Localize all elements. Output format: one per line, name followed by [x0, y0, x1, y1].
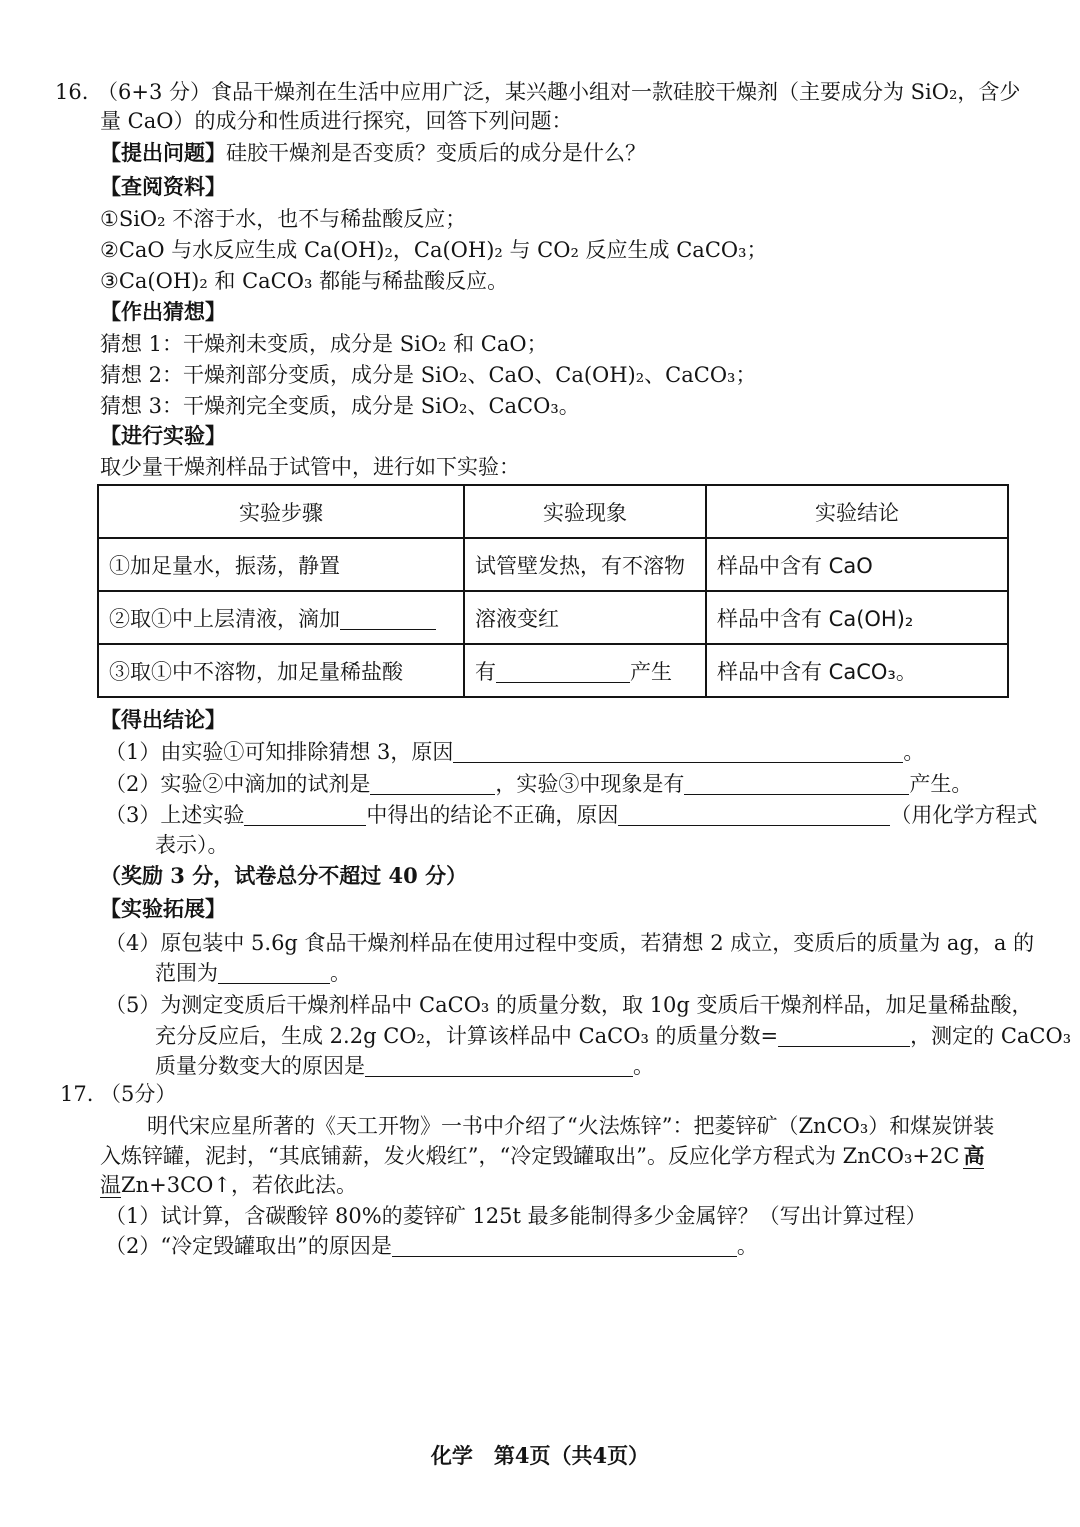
phenomenon-pre: 有: [475, 659, 496, 684]
q17-score: （5分）: [100, 1082, 177, 1106]
q17-paragraph-3: [100, 1171, 357, 1199]
phenomenon-post: 产生: [630, 659, 672, 684]
s2-text: （2）“冷定毁罐取出”的原因是: [105, 1234, 392, 1258]
e4-line1: （4）原包装中 5.6g 食品干燥剂样品在使用过程中变质，若猜想 2 成立，变质后的质量为 ag，a 的: [105, 931, 1035, 955]
hypothesis-item: 猜想 2：干燥剂部分变质，成分是 SiO₂、CaO、Ca(OH)₂、CaCO₃；: [100, 363, 757, 387]
answer-blank[interactable]: [218, 961, 330, 984]
q17-paragraph-2: [100, 1142, 984, 1170]
table-cell-step: ③取①中不溶物，加足量稀盐酸: [98, 644, 464, 697]
c3-mid: 中得出的结论不正确，原因: [366, 803, 619, 827]
table-row: [98, 538, 1008, 591]
table-cell-step: ①加足量水，振荡，静置: [98, 538, 464, 591]
c3-line2: 表示）。: [155, 833, 229, 857]
table-cell-step: [98, 591, 464, 644]
e5-end: ，测定的 CaCO₃: [910, 1024, 1072, 1048]
table-header: 实验步骤: [98, 485, 464, 538]
table-row: [98, 591, 1008, 644]
extension-heading: 【实验拓展】: [100, 896, 226, 921]
q16-intro-line2: 量 CaO）的成分和性质进行探究，回答下列问题：: [100, 109, 573, 133]
bonus-note: （奖励 3 分，试卷总分不超过 40 分）: [100, 863, 468, 888]
material-item: ③Ca(OH)₂ 和 CaCO₃ 都能与稀盐酸反应。: [100, 269, 509, 293]
answer-blank[interactable]: [392, 1234, 737, 1257]
e4-line2: [155, 959, 351, 987]
table-cell-phenomenon: 试管壁发热，有不溶物: [464, 538, 706, 591]
c2-text: （2）实验②中滴加的试剂是: [105, 772, 371, 796]
answer-blank[interactable]: [370, 772, 495, 795]
reaction-condition-top: 高: [963, 1143, 985, 1168]
c1-text: （1）由实验①可知排除猜想 3，原因: [105, 740, 454, 764]
q17-sub1: （1）试计算，含碳酸锌 80%的菱锌矿 125t 最多能制得多少金属锌？（写出计算过程）: [105, 1204, 927, 1228]
q17-paragraph-1: 明代宋应星所著的《天工开物》一书中介绍了“火法炼锌”：把菱锌矿（ZnCO₃）和煤炭饼装: [147, 1114, 995, 1138]
answer-blank[interactable]: [496, 660, 630, 683]
hypothesis-item: 猜想 1：干燥剂未变质，成分是 SiO₂ 和 CaO；: [100, 332, 548, 356]
table-header: 实验结论: [706, 485, 1008, 538]
e5-line1: （5）为测定变质后干燥剂样品中 CaCO₃ 的质量分数，取 10g 变质后干燥剂样品，加足量稀盐酸，: [105, 993, 1033, 1017]
e5-text-3: 质量分数变大的原因是: [155, 1054, 365, 1078]
c3-text: （3）上述实验: [105, 803, 245, 827]
step-text: ②取①中上层清液，滴加: [109, 606, 340, 631]
conclusion-heading: 【得出结论】: [100, 707, 226, 732]
c2-mid: ，实验③中现象是有: [495, 772, 685, 796]
experiment-intro: 取少量干燥剂样品于试管中，进行如下实验：: [100, 455, 520, 479]
e5-line3: [155, 1052, 654, 1080]
conclusion-item-2: [105, 770, 972, 798]
e4-end: 。: [330, 961, 351, 985]
e5-line2: [155, 1022, 1071, 1050]
p3-text: Zn+3CO↑，若依此法。: [121, 1173, 357, 1197]
material-item: ①SiO₂ 不溶于水，也不与稀盐酸反应；: [100, 207, 467, 231]
q16-intro-line1: （6+3 分）食品干燥剂在生活中应用广泛，某兴趣小组对一款硅胶干燥剂（主要成分为 SiO₂，含少: [97, 80, 1021, 104]
reaction-condition-bottom: 温: [100, 1173, 121, 1197]
materials-heading: 【查阅资料】: [100, 174, 226, 199]
answer-blank[interactable]: [453, 740, 903, 763]
answer-blank[interactable]: [244, 803, 366, 826]
question-text: 硅胶干燥剂是否变质？变质后的成分是什么？: [226, 141, 646, 165]
table-cell-conclusion: 样品中含有 Ca(OH)₂: [706, 591, 1008, 644]
conclusion-item-1: [105, 738, 924, 766]
table-header-row: [98, 485, 1008, 538]
table-cell-conclusion: 样品中含有 CaCO₃。: [706, 644, 1008, 697]
experiment-table: [97, 484, 1009, 698]
conclusion-item-3: [105, 801, 1037, 829]
e4-text: 范围为: [155, 961, 218, 985]
hypothesis-item: 猜想 3：干燥剂完全变质，成分是 SiO₂、CaCO₃。: [100, 394, 580, 418]
e5-text: 充分反应后，生成 2.2g CO₂，计算该样品中 CaCO₃ 的质量分数=: [155, 1024, 779, 1048]
page-footer: 化学 第4页（共4页）: [430, 1443, 650, 1468]
s2-end: 。: [736, 1234, 758, 1258]
q17-number: 17.: [60, 1082, 94, 1106]
question-section: [100, 139, 646, 167]
p2-text: 入炼锌罐，泥封，“其底铺薪，发火煅红”，“冷定毁罐取出”。反应化学方程式为 ZnCO₃+2C: [100, 1144, 960, 1168]
answer-blank[interactable]: [684, 772, 909, 795]
q16-number: 16.: [55, 80, 89, 104]
q17-sub2: [105, 1232, 758, 1260]
table-header: 实验现象: [464, 485, 706, 538]
e5-end-3: 。: [633, 1054, 654, 1078]
c1-end: 。: [903, 740, 925, 764]
table-cell-phenomenon: 溶液变红: [464, 591, 706, 644]
c2-end: 产生。: [909, 772, 973, 796]
c3-end: （用化学方程式: [890, 803, 1038, 827]
answer-blank[interactable]: [365, 1054, 633, 1077]
table-cell-conclusion: 样品中含有 CaO: [706, 538, 1008, 591]
material-item: ②CaO 与水反应生成 Ca(OH)₂，Ca(OH)₂ 与 CO₂ 反应生成 CaCO₃；: [100, 238, 768, 262]
experiment-heading: 【进行实验】: [100, 423, 226, 448]
table-cell-phenomenon: [464, 644, 706, 697]
answer-blank[interactable]: [340, 607, 436, 630]
answer-blank[interactable]: [618, 803, 890, 826]
question-heading: 【提出问题】: [100, 140, 226, 165]
hypothesis-heading: 【作出猜想】: [100, 299, 226, 324]
table-row: [98, 644, 1008, 697]
answer-blank[interactable]: [778, 1024, 910, 1047]
